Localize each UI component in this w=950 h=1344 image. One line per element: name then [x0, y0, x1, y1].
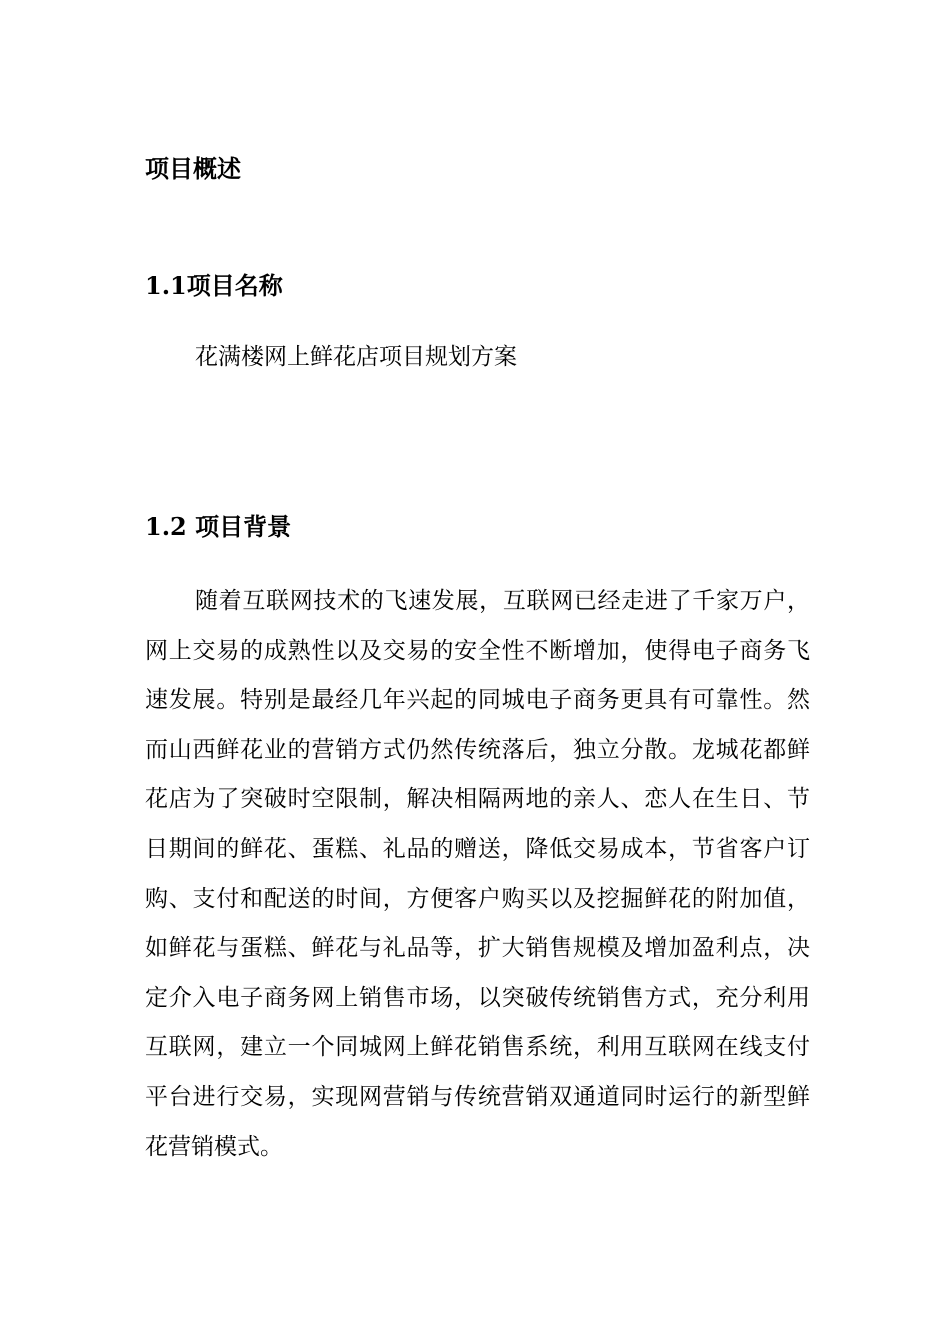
document-title: 项目概述: [145, 154, 241, 183]
background-paragraph: 随着互联网技术的飞速发展，互联网已经走进了千家万户，网上交易的成熟性以及交易的安全性不断增加，使得电子商务飞速发展。特别是最经几年兴起的同城电子商务更具有可靠性。然而山西鲜花业的营销方式仍然传统落后，独立分散。龙城花都鲜花店为了突破时空限制，解决相隔两地的亲人、恋人在生日、节日期间的鲜花、蛋糕、礼品的赠送，降低交易成本，节省客户订购、支付和配送的时间，方便客户购买以及挖掘鲜花的附加值，如鲜花与蛋糕、鲜花与礼品等，扩大销售规模及增加盈利点，决定介入电子商务网上销售市场，以突破传统销售方式，充分利用互联网，建立一个同城网上鲜花销售系统，利用互联网在线支付平台进行交易，实现网营销与传统营销双通道同时运行的新型鲜花营销模式。: [145, 588, 810, 1160]
section-heading-project-name: 1.1项目名称: [145, 271, 283, 300]
project-name-text: 花满楼网上鲜花店项目规划方案: [195, 344, 517, 370]
section-heading-project-background: 1.2 项目背景: [145, 512, 292, 541]
